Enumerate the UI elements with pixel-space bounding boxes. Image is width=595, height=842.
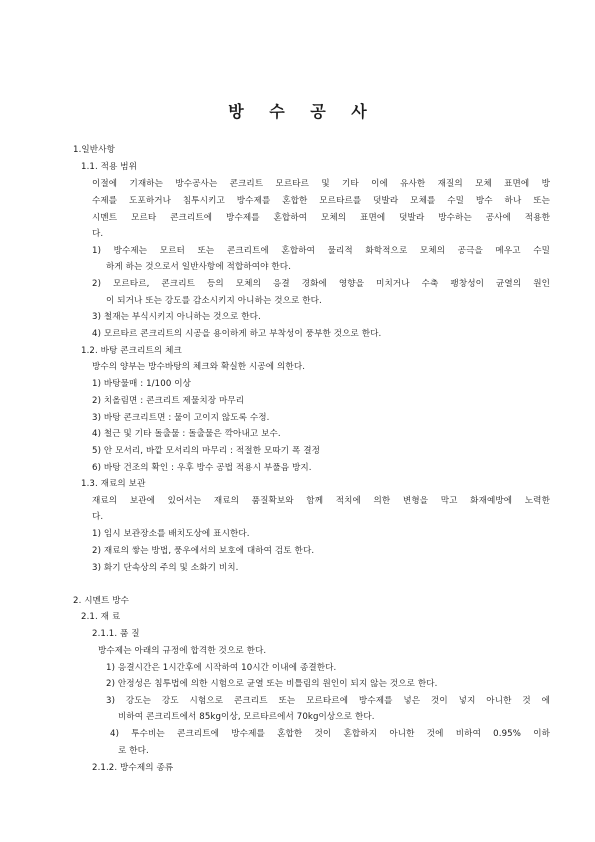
list-item: 2) 모르타르, 콘크리트 등의 모체의 응결 경화에 영향을 미치거나 수축 팽창성이 균열의 원인	[92, 279, 550, 289]
paragraph-line: 다.	[92, 229, 104, 239]
heading-1: 1.일반사항	[73, 145, 116, 155]
list-item: 4) 철근 및 기타 돌출물 : 돌출물은 깍아내고 보수.	[92, 429, 281, 439]
list-item: 1) 방수제는 모르터 또는 콘크리트에 혼합하여 물리적 화학적으로 모체의 공극을 메우고 수밀	[92, 246, 550, 256]
list-item: 4) 투수비는 콘크리트에 방수제를 혼합한 것이 혼합하지 아니한 것에 비하여 0.95% 이하	[110, 729, 550, 739]
list-item: 2) 재료의 쌓는 방법, 풍우에서의 보호에 대하여 검토 한다.	[92, 546, 315, 556]
list-item: 4) 모르타르 콘크리트의 시공을 용이하게 하고 부착성이 풍부한 것으로 한다.	[92, 329, 382, 339]
heading-2-1-2: 2.1.2. 방수제의 종류	[92, 763, 174, 773]
list-item: 2) 안정성은 침투법에 의한 시험으로 균열 또는 비틀림의 원인이 되지 않는 것으로 한다.	[106, 679, 438, 689]
heading-2: 2. 시멘트 방수	[73, 596, 130, 606]
list-item-continuation: 이 되거나 또는 강도를 감소시키지 아니하는 것으로 한다.	[106, 296, 322, 306]
list-item: 6) 바탕 건조의 확인 : 우후 방수 공법 적용시 부풀음 방지.	[92, 463, 312, 473]
list-item: 1) 바탕물매 : 1/100 이상	[92, 379, 192, 389]
list-item: 3) 화기 단속상의 주의 및 소화기 비치.	[92, 563, 239, 573]
list-item: 5) 안 모서리, 바깥 모서리의 마무리 : 적절한 모따기 폭 결정	[92, 446, 320, 456]
document-title: 방 수 공 사	[228, 102, 377, 121]
heading-2-1: 2.1. 재 료	[81, 612, 121, 622]
list-item: 3) 철재는 부식시키지 아니하는 것으로 한다.	[92, 312, 261, 322]
heading-1-2: 1.2. 바탕 콘크리트의 체크	[81, 346, 182, 356]
heading-1-1: 1.1. 적용 범위	[81, 162, 138, 172]
paragraph-line: 방수제는 아래의 규정에 합격한 것으로 한다.	[98, 646, 267, 656]
heading-1-3: 1.3. 재료의 보관	[81, 479, 146, 489]
list-item-continuation: 로 한다.	[118, 746, 149, 756]
list-item: 1) 응결시간은 1시간후에 시작하여 10시간 이내에 종결한다.	[106, 663, 337, 673]
list-item-continuation: 하게 하는 것으로서 일반사항에 적합하여야 한다.	[106, 262, 292, 272]
list-item: 3) 강도는 강도 시험으로 콘크리트 또는 모르타르에 방수제를 넣은 것이 넣지 아니한 것 에	[106, 696, 550, 706]
paragraph-line: 다.	[92, 512, 104, 522]
paragraph-line: 방수의 양부는 방수바탕의 체크와 확실한 시공에 의한다.	[92, 362, 306, 372]
paragraph-line: 수제를 도포하거나 침투시키고 방수제를 혼합한 모르타르를 덧발라 모체를 수밀 방수 하나 또는	[92, 196, 550, 206]
heading-2-1-1: 2.1.1. 품 질	[92, 629, 140, 639]
list-item: 2) 치올림면 : 콘크리트 제물치장 마무리	[92, 396, 245, 406]
list-item: 1) 임시 보관장소를 배치도상에 표시한다.	[92, 529, 250, 539]
list-item-continuation: 비하여 콘크리트에서 85kg이상, 모르타르에서 70kg이상으로 한다.	[118, 712, 375, 722]
paragraph-line: 시멘트 모르타 콘크리트에 방수제를 혼합하여 모체의 표면에 덧발라 방수하는 공사에 적용한	[92, 213, 550, 223]
list-item: 3) 바탕 콘크리트면 : 물이 고이지 않도록 수정.	[92, 413, 270, 423]
paragraph-line: 이절에 기재하는 방수공사는 콘크리트 모르타르 및 기타 이에 유사한 재질의 모체 표면에 방	[92, 179, 550, 189]
paragraph-line: 재료의 보관에 있어서는 재료의 품질확보와 함께 적치에 의한 변형을 막고 화재예방에 노력한	[92, 496, 550, 506]
